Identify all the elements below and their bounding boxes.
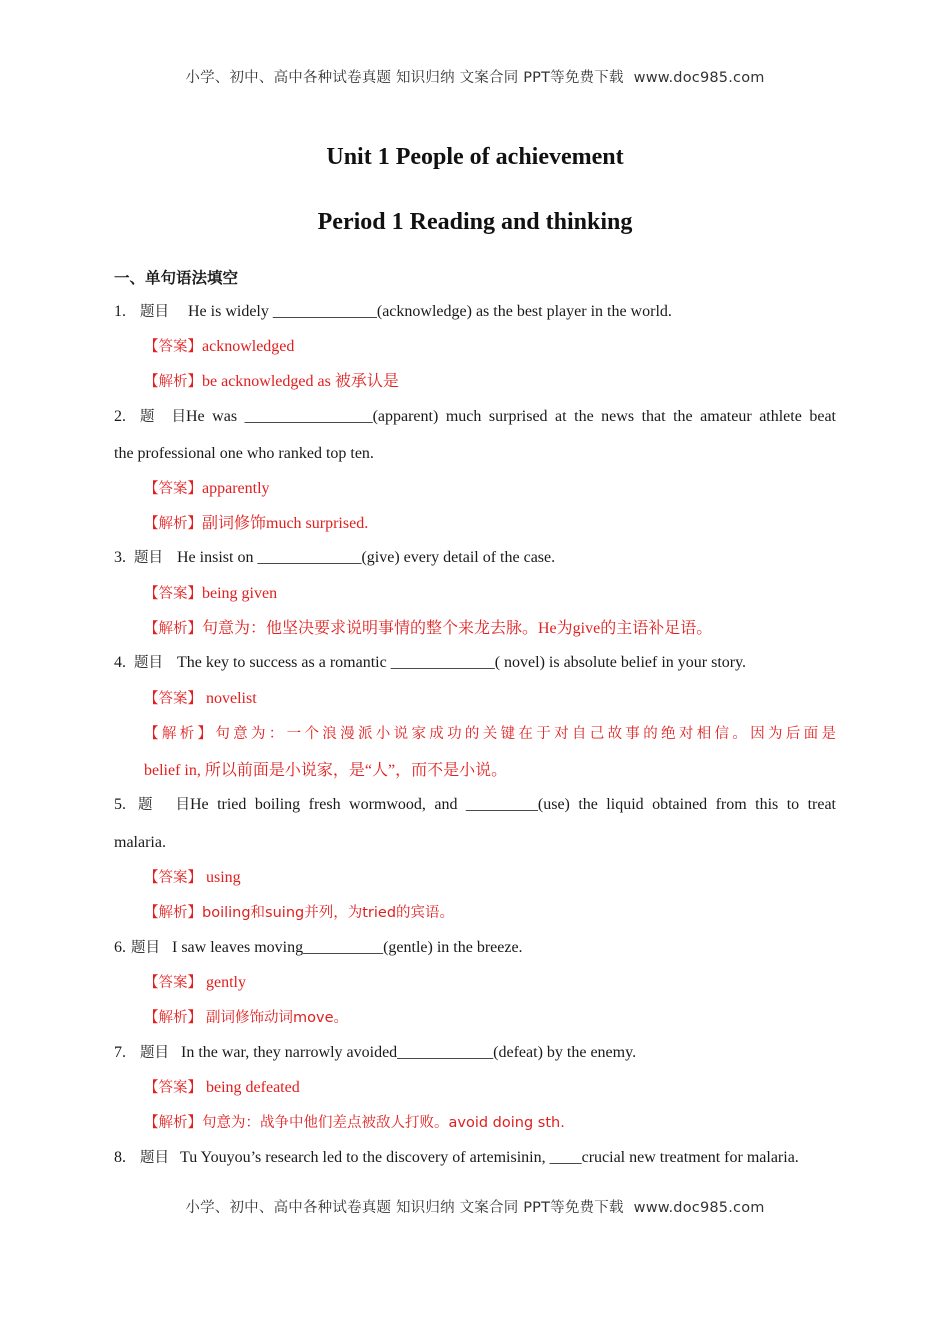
page-header: [0, 66, 950, 87]
question-number: 3.: [114, 549, 126, 566]
question-text: The key to success as a romantic _____________( novel) is absolute belief in your story.: [177, 654, 747, 671]
question-number: 1.: [114, 303, 126, 320]
answer-label: 【答案】: [144, 870, 202, 886]
question-text: He is widely _____________(acknowledge) as the best player in the world.: [188, 303, 672, 320]
answer-5: [144, 868, 241, 888]
question-tag: 题目: [140, 409, 186, 425]
analysis-text: 副词修饰much surprised.: [202, 515, 369, 532]
answer-text: being given: [202, 585, 278, 602]
answer-label: 【答案】: [144, 975, 202, 991]
analysis-label: 【解析】: [144, 1010, 202, 1026]
question-number: 8.: [114, 1149, 126, 1166]
question-7: [114, 1043, 836, 1063]
question-text: He was ________________(apparent) much surprised at the news that the amateur athlete beat: [186, 408, 836, 425]
question-number: 2.: [114, 408, 126, 425]
question-tag: 题目: [131, 940, 160, 956]
analysis-3: [144, 619, 712, 639]
question-6: [114, 938, 836, 958]
question-text: He tried boiling fresh wormwood, and _________(use) the liquid obtained from this to treat: [190, 796, 836, 813]
question-2: [114, 407, 836, 427]
answer-text: using: [206, 869, 241, 886]
answer-label: 【答案】: [144, 1080, 202, 1096]
analysis-label: 【解析】: [144, 1115, 202, 1131]
analysis-4: [144, 724, 836, 744]
analysis-text: 句意为：他坚决要求说明事情的整个来龙去脉。He为give的主语补足语。: [202, 620, 713, 637]
analysis-text: boiling和suing并列，为tried的宾语。: [202, 905, 455, 921]
question-tag: 题目: [140, 304, 169, 320]
answer-label: 【答案】: [144, 481, 202, 497]
analysis-2: [144, 514, 368, 534]
footer-text: 小学、初中、高中各种试卷真题 知识归纳 文案合同 PPT等免费下载: [185, 1200, 624, 1216]
analysis-label: 【解析】: [144, 621, 202, 637]
analysis-6: [144, 1008, 348, 1028]
document-title: Unit 1 People of achievement: [326, 144, 624, 170]
answer-4: [144, 689, 257, 709]
header-text: 小学、初中、高中各种试卷真题 知识归纳 文案合同 PPT等免费下载: [185, 70, 624, 86]
analysis-label: 【解析】: [144, 516, 202, 532]
question-2-continued: the professional one who ranked top ten.: [114, 445, 374, 462]
question-tag: 题目: [140, 1045, 169, 1061]
answer-label: 【答案】: [144, 339, 202, 355]
answer-2: [144, 479, 270, 499]
question-5-continued: malaria.: [114, 834, 166, 851]
question-1: [114, 302, 836, 322]
question-number: 7.: [114, 1044, 126, 1061]
answer-label: 【答案】: [144, 691, 202, 707]
answer-6: [144, 973, 246, 993]
analysis-7: [144, 1113, 565, 1133]
answer-text: gently: [206, 974, 246, 991]
analysis-label: 【解析】: [144, 905, 202, 921]
question-number: 4.: [114, 654, 126, 671]
question-number: 6.: [114, 939, 126, 956]
analysis-4-continued: belief in, 所以前面是小说家，是“人”，而不是小说。: [144, 762, 508, 779]
question-text: Tu Youyou’s research led to the discovery of artemisinin, ____crucial new treatment for malaria.: [180, 1149, 799, 1166]
analysis-text: 句意为：战争中他们差点被敌人打败。avoid doing sth.: [202, 1115, 565, 1131]
question-tag: 题目: [138, 797, 190, 813]
answer-3: [144, 584, 277, 604]
question-text: In the war, they narrowly avoided____________(defeat) by the enemy.: [181, 1044, 637, 1061]
analysis-1: [144, 372, 399, 392]
answer-text: acknowledged: [202, 338, 295, 355]
question-tag: 题目: [134, 655, 163, 671]
answer-7: [144, 1078, 300, 1098]
question-tag: 题目: [134, 550, 163, 566]
answer-label: 【答案】: [144, 586, 202, 602]
analysis-text: 副词修饰动词move。: [206, 1010, 348, 1026]
question-4: [114, 653, 836, 673]
document-subtitle: Period 1 Reading and thinking: [317, 209, 633, 235]
question-5: [114, 795, 836, 815]
analysis-5: [144, 903, 454, 923]
analysis-label: 【解析】: [144, 726, 216, 742]
question-number: 5.: [114, 796, 126, 813]
question-text: I saw leaves moving__________(gentle) in the breeze.: [172, 939, 523, 956]
answer-1: [144, 337, 294, 357]
header-site-link[interactable]: www.doc985.com: [633, 70, 765, 86]
analysis-label: 【解析】: [144, 374, 202, 390]
footer-site-link[interactable]: www.doc985.com: [633, 1200, 765, 1216]
question-text: He insist on _____________(give) every detail of the case.: [177, 549, 556, 566]
question-tag: 题目: [140, 1150, 169, 1166]
analysis-text: be acknowledged as 被承认是: [202, 373, 399, 390]
answer-text: being defeated: [206, 1079, 300, 1096]
page-footer: [0, 1196, 950, 1217]
answer-text: apparently: [202, 480, 270, 497]
answer-text: novelist: [206, 690, 257, 707]
analysis-text: 句意为：一个浪漫派小说家成功的关键在于对自己故事的绝对相信。因为后面是: [215, 726, 837, 742]
question-3: [114, 548, 836, 568]
section-heading: 一、单句语法填空: [114, 269, 239, 287]
question-8: [114, 1148, 836, 1168]
